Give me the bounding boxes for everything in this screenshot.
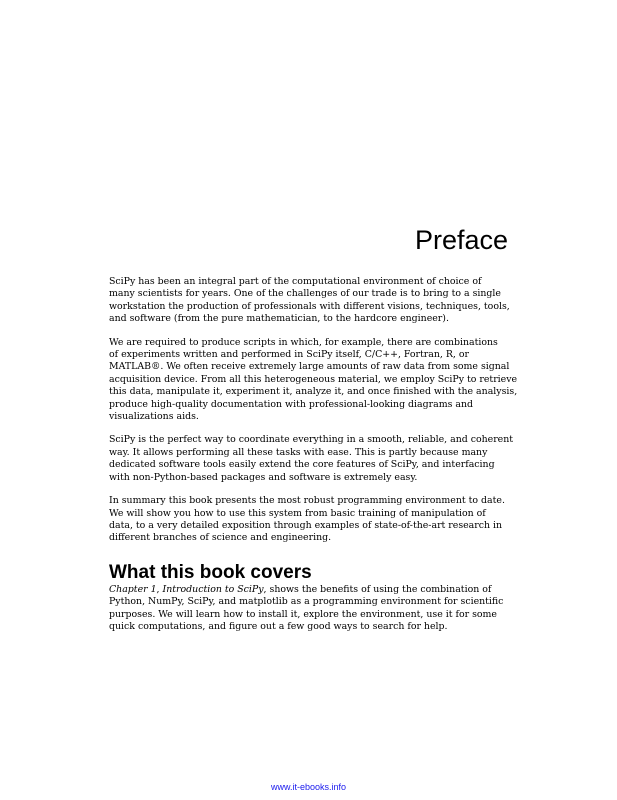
chapter-1-summary bbox=[109, 584, 513, 634]
paragraph-line: Python, NumPy, SciPy, and matplotlib as a programming environment for scientific bbox=[109, 596, 504, 608]
chapter-title-ref: Introduction to SciPy bbox=[162, 583, 264, 595]
paragraph-line: data, to a very detailed exposition through examples of state-of-the-art research in bbox=[109, 519, 503, 531]
paragraph-line: of experiments written and performed in SciPy itself, C/C++, Fortran, R, or bbox=[109, 349, 470, 361]
paragraph-line: SciPy is the perfect way to coordinate everything in a smooth, reliable, and coherent bbox=[109, 434, 514, 446]
chapter-separator: , bbox=[156, 583, 163, 595]
paragraph-line: and software (from the pure mathematician, to the hardcore engineer). bbox=[109, 313, 449, 325]
chapter-label: Chapter 1 bbox=[109, 583, 157, 595]
paragraph-line: many scientists for years. One of the challenges of our trade is to bring to a single bbox=[109, 288, 501, 300]
paragraph-line: this data, manipulate it, experiment it, analyze it, and once finished with the analysis, bbox=[109, 386, 518, 398]
footer-website-link[interactable]: www.it-ebooks.info bbox=[270, 782, 347, 792]
paragraph-line: In summary this book presents the most robust programming environment to date. bbox=[109, 495, 505, 507]
preface-paragraph-4 bbox=[109, 495, 513, 545]
paragraph-line: produce high-quality documentation with professional-looking diagrams and bbox=[109, 398, 474, 410]
paragraph-line: acquisition device. From all this heterogeneous material, we employ SciPy to retrieve bbox=[109, 373, 518, 385]
preface-paragraph-2 bbox=[109, 336, 518, 424]
paragraph-line: We will show you how to use this system from basic training of manipulation of bbox=[109, 507, 486, 519]
chapter-summary-start: , shows the benefits of using the combination of bbox=[263, 583, 492, 595]
paragraph-line: workstation the production of professionals with different visions, techniques, tools, bbox=[109, 300, 510, 312]
paragraph-line: dedicated software tools easily extend the core features of SciPy, and interfacing bbox=[109, 459, 495, 471]
paragraph-line: visualizations aids. bbox=[109, 411, 199, 423]
paragraph-line: We are required to produce scripts in which, for example, there are combinations bbox=[109, 336, 498, 348]
paragraph-line: different branches of science and engineering. bbox=[109, 532, 332, 544]
section-heading: What this book covers bbox=[109, 561, 312, 583]
preface-paragraph-3 bbox=[109, 434, 513, 484]
chapter-title: Preface bbox=[414, 225, 508, 255]
paragraph-line: with non-Python-based packages and software is extremely easy. bbox=[109, 471, 418, 483]
paragraph-line bbox=[109, 584, 513, 596]
page-content bbox=[109, 276, 518, 644]
paragraph-line: way. It allows performing all these tasks with ease. This is partly because many bbox=[109, 446, 488, 458]
paragraph-line: MATLAB®. We often receive extremely large amounts of raw data from some signal bbox=[109, 361, 510, 373]
paragraph-line: purposes. We will learn how to install it, explore the environment, use it for some bbox=[109, 608, 497, 620]
paragraph-line: SciPy has been an integral part of the computational environment of choice of bbox=[109, 276, 482, 287]
preface-paragraph-1 bbox=[109, 276, 513, 326]
paragraph-line: quick computations, and figure out a few good ways to search for help. bbox=[109, 620, 448, 632]
